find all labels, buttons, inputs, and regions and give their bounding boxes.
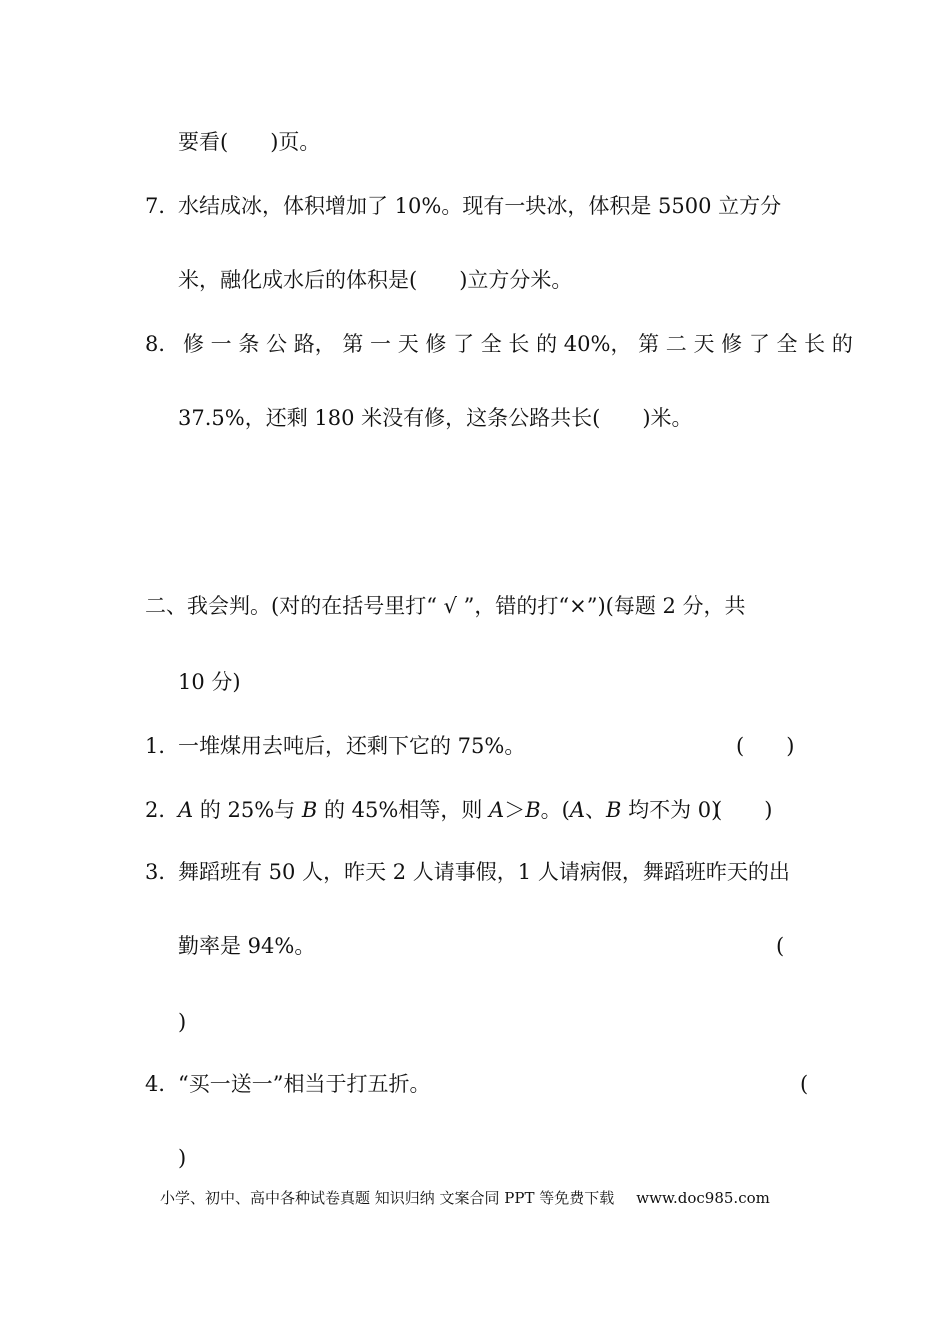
- text-part: 。(: [540, 798, 570, 822]
- q6-continuation: 要看( )页。: [178, 130, 321, 154]
- judge-q3-number: 3．: [145, 860, 180, 884]
- q7-number: 7．: [145, 194, 180, 218]
- q7-line1: 水结成冰，体积增加了 10%。现有一块冰，体积是 5500 立方分: [178, 194, 782, 218]
- judge-q3-line2: 勤率是 94%。: [178, 934, 316, 958]
- judge-q2-number: 2．: [145, 798, 180, 822]
- footer-url-link[interactable]: www.doc985.com: [636, 1189, 770, 1207]
- text-part: 、: [585, 798, 606, 822]
- judge-q2-answer-blank[interactable]: ( ): [714, 798, 773, 822]
- section2-heading-line2: 10 分): [178, 670, 241, 694]
- var-b: B: [606, 798, 622, 822]
- page-footer: [160, 1188, 770, 1208]
- judge-q1-answer-blank[interactable]: ( ): [736, 734, 795, 758]
- judge-q4-answer-open[interactable]: (: [800, 1072, 809, 1096]
- judge-q1-text: 一堆煤用去吨后，还剩下它的 75%。: [178, 734, 526, 758]
- text-part: 的 25%与: [193, 798, 302, 822]
- q8-number: 8．: [145, 332, 180, 356]
- judge-q3-answer-close: ): [178, 1010, 187, 1034]
- judge-q3-line1: 舞蹈班有 50 人，昨天 2 人请事假，1 人请病假，舞蹈班昨天的出: [178, 860, 790, 884]
- q8-line1: 修 一 条 公 路， 第 一 天 修 了 全 长 的 40%， 第 二 天 修 了 全 长 的: [183, 332, 853, 356]
- var-b: B: [525, 798, 541, 822]
- var-a: A: [489, 798, 505, 822]
- judge-q3-answer-open[interactable]: (: [776, 934, 785, 958]
- var-b: B: [301, 798, 318, 822]
- section2-heading-line1: 二、我会判。(对的在括号里打“ √ ”，错的打“×”)(每题 2 分，共: [145, 594, 746, 618]
- var-a: A: [569, 798, 585, 822]
- var-a: A: [178, 798, 194, 822]
- q8-line2: 37.5%，还剩 180 米没有修，这条公路共长( )米。: [178, 406, 693, 430]
- text-part: 均不为 0): [621, 798, 720, 822]
- footer-text: 小学、初中、高中各种试卷真题 知识归纳 文案合同 PPT 等免费下载: [160, 1189, 615, 1207]
- text-part: 的 45%相等，则: [317, 798, 490, 822]
- judge-q2-text: [178, 796, 719, 824]
- judge-q4-number: 4．: [145, 1072, 180, 1096]
- judge-q4-text: “买一送一”相当于打五折。: [178, 1072, 431, 1096]
- q7-line2: 米，融化成水后的体积是( )立方分米。: [178, 268, 573, 292]
- judge-q1-number: 1．: [145, 734, 180, 758]
- text-part: ＞: [504, 798, 526, 822]
- judge-q4-answer-close: ): [178, 1146, 187, 1170]
